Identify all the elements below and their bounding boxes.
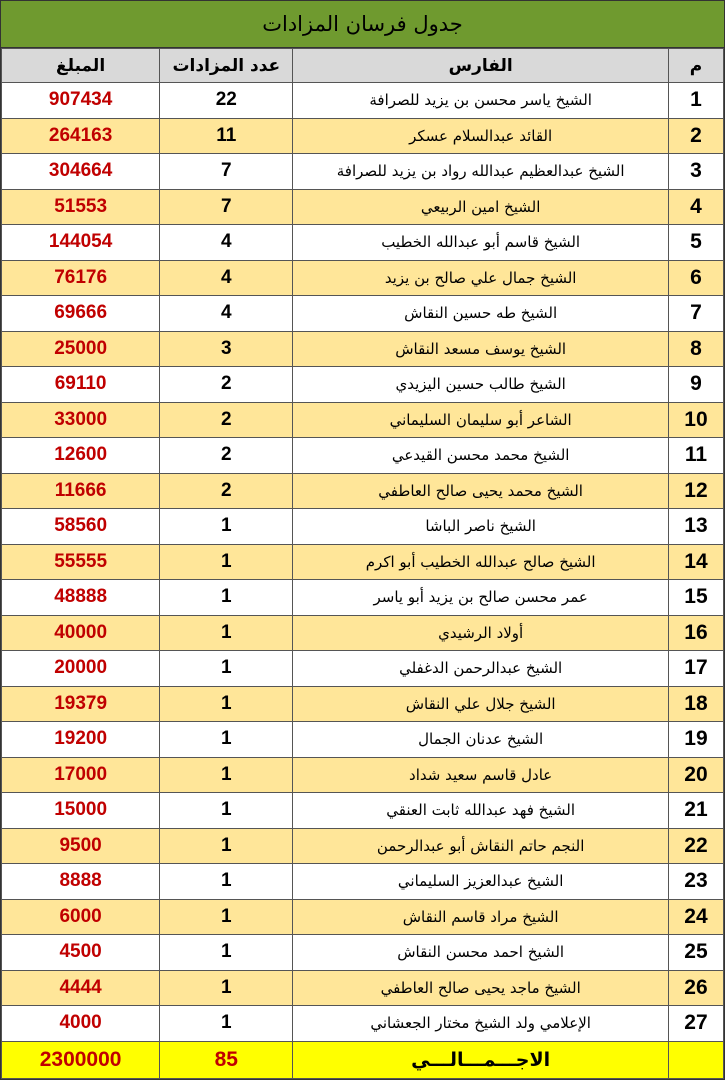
- row-num: 27: [668, 1006, 723, 1042]
- row-name: الشيخ يوسف مسعد النقاش: [293, 331, 669, 367]
- table-body: [2, 83, 724, 1042]
- row-count: 1: [160, 544, 293, 580]
- row-amount: 4444: [2, 970, 160, 1006]
- header-name: الفارس: [293, 49, 669, 83]
- row-name: الشيخ طالب حسين اليزيدي: [293, 367, 669, 403]
- table-row: [2, 1006, 724, 1042]
- row-num: 8: [668, 331, 723, 367]
- table-row: [2, 828, 724, 864]
- row-num: 1: [668, 83, 723, 119]
- row-amount: 17000: [2, 757, 160, 793]
- row-amount: 69666: [2, 296, 160, 332]
- table-row: [2, 296, 724, 332]
- row-name: الشيخ احمد محسن النقاش: [293, 935, 669, 971]
- row-count: 1: [160, 651, 293, 687]
- table-row: [2, 83, 724, 119]
- table-row: [2, 402, 724, 438]
- table-row: [2, 757, 724, 793]
- row-num: 26: [668, 970, 723, 1006]
- row-name: عادل قاسم سعيد شداد: [293, 757, 669, 793]
- row-name: الشيخ مراد قاسم النقاش: [293, 899, 669, 935]
- total-num-cell: [668, 1041, 723, 1078]
- row-amount: 69110: [2, 367, 160, 403]
- table-row: [2, 970, 724, 1006]
- row-count: 7: [160, 189, 293, 225]
- row-num: 12: [668, 473, 723, 509]
- row-amount: 58560: [2, 509, 160, 545]
- row-num: 11: [668, 438, 723, 474]
- row-name: الشيخ عدنان الجمال: [293, 722, 669, 758]
- row-count: 2: [160, 473, 293, 509]
- row-count: 1: [160, 757, 293, 793]
- row-name: الشيخ عبدالرحمن الدغفلي: [293, 651, 669, 687]
- table-row: [2, 935, 724, 971]
- row-count: 1: [160, 722, 293, 758]
- row-name: الشيخ عبدالعظيم عبدالله رواد بن يزيد للصرافة: [293, 154, 669, 190]
- row-num: 9: [668, 367, 723, 403]
- table-row: [2, 793, 724, 829]
- row-count: 1: [160, 970, 293, 1006]
- row-name: الشيخ قاسم أبو عبدالله الخطيب: [293, 225, 669, 261]
- row-amount: 8888: [2, 864, 160, 900]
- row-amount: 6000: [2, 899, 160, 935]
- table-row: [2, 615, 724, 651]
- row-amount: 264163: [2, 118, 160, 154]
- row-num: 6: [668, 260, 723, 296]
- total-label: الاجـــمـــالـــي: [293, 1041, 669, 1078]
- row-count: 1: [160, 828, 293, 864]
- row-amount: 48888: [2, 580, 160, 616]
- row-count: 1: [160, 935, 293, 971]
- row-count: 3: [160, 331, 293, 367]
- row-amount: 15000: [2, 793, 160, 829]
- table-row: [2, 189, 724, 225]
- row-num: 16: [668, 615, 723, 651]
- row-name: عمر محسن صالح بن يزيد أبو ياسر: [293, 580, 669, 616]
- row-amount: 907434: [2, 83, 160, 119]
- row-name: الشيخ محمد يحيى صالح العاطفي: [293, 473, 669, 509]
- row-count: 1: [160, 793, 293, 829]
- row-name: الشيخ طه حسين النقاش: [293, 296, 669, 332]
- row-name: الشيخ عبدالعزيز السليماني: [293, 864, 669, 900]
- table-row: [2, 651, 724, 687]
- row-amount: 40000: [2, 615, 160, 651]
- row-count: 2: [160, 402, 293, 438]
- row-num: 24: [668, 899, 723, 935]
- table-row: [2, 225, 724, 261]
- row-count: 1: [160, 899, 293, 935]
- row-count: 2: [160, 367, 293, 403]
- row-amount: 12600: [2, 438, 160, 474]
- row-count: 11: [160, 118, 293, 154]
- row-count: 22: [160, 83, 293, 119]
- row-amount: 304664: [2, 154, 160, 190]
- row-name: الشيخ فهد عبدالله ثابت العنقي: [293, 793, 669, 829]
- row-count: 1: [160, 580, 293, 616]
- row-num: 13: [668, 509, 723, 545]
- row-amount: 33000: [2, 402, 160, 438]
- row-count: 7: [160, 154, 293, 190]
- row-name: الشيخ محمد محسن القيدعي: [293, 438, 669, 474]
- row-num: 20: [668, 757, 723, 793]
- row-count: 1: [160, 864, 293, 900]
- row-amount: 144054: [2, 225, 160, 261]
- row-num: 22: [668, 828, 723, 864]
- row-name: الإعلامي ولد الشيخ مختار الجعشاني: [293, 1006, 669, 1042]
- row-amount: 11666: [2, 473, 160, 509]
- row-name: أولاد الرشيدي: [293, 615, 669, 651]
- row-amount: 76176: [2, 260, 160, 296]
- table-row: [2, 864, 724, 900]
- header-num: م: [668, 49, 723, 83]
- table-row: [2, 580, 724, 616]
- row-name: الشيخ ماجد يحيى صالح العاطفي: [293, 970, 669, 1006]
- row-count: 1: [160, 615, 293, 651]
- table-row: [2, 473, 724, 509]
- table-row: [2, 154, 724, 190]
- row-count: 4: [160, 225, 293, 261]
- total-amount: 2300000: [2, 1041, 160, 1078]
- row-name: الشيخ جلال علي النقاش: [293, 686, 669, 722]
- row-num: 17: [668, 651, 723, 687]
- row-count: 2: [160, 438, 293, 474]
- table-row: [2, 899, 724, 935]
- row-name: الشاعر أبو سليمان السليماني: [293, 402, 669, 438]
- table-title: جدول فرسان المزادات: [1, 1, 724, 48]
- row-num: 2: [668, 118, 723, 154]
- auction-table: [1, 48, 724, 1079]
- row-count: 4: [160, 260, 293, 296]
- row-amount: 20000: [2, 651, 160, 687]
- table-row: [2, 331, 724, 367]
- row-amount: 4500: [2, 935, 160, 971]
- row-amount: 25000: [2, 331, 160, 367]
- row-name: الشيخ صالح عبدالله الخطيب أبو اكرم: [293, 544, 669, 580]
- header-amount: المبلغ: [2, 49, 160, 83]
- row-num: 19: [668, 722, 723, 758]
- table-row: [2, 260, 724, 296]
- row-name: الشيخ جمال علي صالح بن يزيد: [293, 260, 669, 296]
- row-amount: 4000: [2, 1006, 160, 1042]
- row-count: 4: [160, 296, 293, 332]
- row-count: 1: [160, 1006, 293, 1042]
- row-amount: 51553: [2, 189, 160, 225]
- table-row: [2, 686, 724, 722]
- row-amount: 19379: [2, 686, 160, 722]
- row-name: الشيخ ياسر محسن بن يزيد للصرافة: [293, 83, 669, 119]
- row-count: 1: [160, 686, 293, 722]
- header-row: [2, 49, 724, 83]
- row-name: الشيخ امين الربيعي: [293, 189, 669, 225]
- row-name: القائد عبدالسلام عسكر: [293, 118, 669, 154]
- row-name: النجم حاتم النقاش أبو عبدالرحمن: [293, 828, 669, 864]
- table-row: [2, 722, 724, 758]
- row-num: 5: [668, 225, 723, 261]
- row-num: 21: [668, 793, 723, 829]
- row-num: 25: [668, 935, 723, 971]
- row-num: 7: [668, 296, 723, 332]
- table-row: [2, 367, 724, 403]
- row-num: 18: [668, 686, 723, 722]
- table-row: [2, 118, 724, 154]
- row-name: الشيخ ناصر الباشا: [293, 509, 669, 545]
- total-count: 85: [160, 1041, 293, 1078]
- row-amount: 19200: [2, 722, 160, 758]
- row-num: 15: [668, 580, 723, 616]
- table-row: [2, 509, 724, 545]
- row-amount: 9500: [2, 828, 160, 864]
- header-count: عدد المزادات: [160, 49, 293, 83]
- row-count: 1: [160, 509, 293, 545]
- row-num: 23: [668, 864, 723, 900]
- row-num: 4: [668, 189, 723, 225]
- total-row: [2, 1041, 724, 1078]
- row-num: 3: [668, 154, 723, 190]
- row-num: 14: [668, 544, 723, 580]
- table-row: [2, 544, 724, 580]
- table-row: [2, 438, 724, 474]
- row-amount: 55555: [2, 544, 160, 580]
- row-num: 10: [668, 402, 723, 438]
